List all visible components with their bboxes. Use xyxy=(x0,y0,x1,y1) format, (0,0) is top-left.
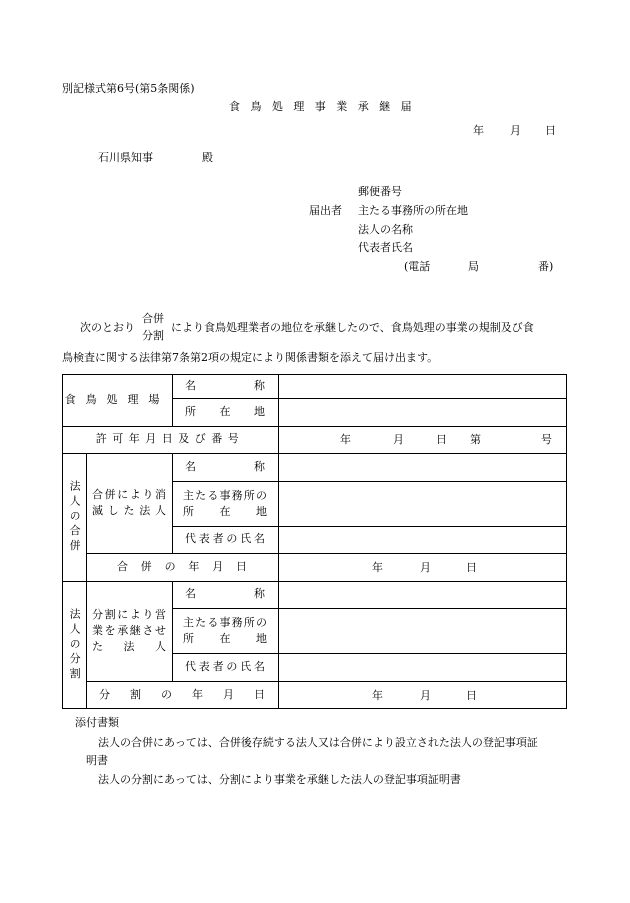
merger-section-label: 法人の合併 xyxy=(68,479,82,555)
merger-name-label: 名称 xyxy=(185,459,265,473)
date-year: 年 xyxy=(473,124,484,137)
permit-label: 許可年月日及び番号 xyxy=(95,432,245,446)
corporation-name-label: 法人の名称 xyxy=(358,223,413,236)
merger-representative-label: 代表者の氏名 xyxy=(185,532,265,546)
office-address-label: 主たる事務所の所在地 xyxy=(358,204,468,217)
date-month: 月 xyxy=(510,124,521,137)
addressee-honorific: 殿 xyxy=(202,151,213,164)
representative-name-label: 代表者氏名 xyxy=(358,241,413,254)
split-date-label: 分割の年月日 xyxy=(99,687,265,701)
split-section-label: 法人の分割 xyxy=(68,607,82,683)
merger-office-location-label: 主たる事務所の所在地 xyxy=(183,488,267,518)
split-name-label: 名称 xyxy=(185,587,265,601)
filer-label: 届出者 xyxy=(309,204,342,217)
merger-month: 月 xyxy=(420,561,431,574)
split-representative-label: 代表者の氏名 xyxy=(185,659,265,673)
postal-code-label: 郵便番号 xyxy=(358,185,402,198)
permit-month: 月 xyxy=(393,433,404,446)
split-year: 年 xyxy=(372,689,383,702)
permit-day: 日 xyxy=(436,433,447,446)
permit-year: 年 xyxy=(340,433,351,446)
form-number-label: 別記様式第6号(第5条関係) xyxy=(62,82,195,95)
facility-location-label: 所在地 xyxy=(185,404,265,418)
attachment-item1-line1: 法人の合併にあっては、合併後存続する法人又は合併により設立された法人の登記事項証 xyxy=(98,736,538,749)
choice-merger: 合併 xyxy=(142,312,164,325)
date-day: 日 xyxy=(545,124,556,137)
body-line2: 鳥検査に関する法律第7条第2項の規定により関係書類を添えて届け出ます。 xyxy=(62,351,439,364)
split-office-location-label: 主たる事務所の所在地 xyxy=(183,615,267,645)
attachments-heading: 添付書類 xyxy=(75,716,119,729)
permit-number-prefix: 第 xyxy=(470,433,481,446)
facility-name-label: 名称 xyxy=(185,378,265,392)
attachment-item1-line2: 明書 xyxy=(86,754,108,767)
merger-day: 日 xyxy=(466,561,477,574)
addressee-name: 石川県知事 xyxy=(98,151,153,164)
choice-split: 分割 xyxy=(142,329,164,342)
split-month: 月 xyxy=(420,689,431,702)
merged-corporation-label: 合併により消滅した法人 xyxy=(92,488,166,517)
permit-number-suffix: 号 xyxy=(541,433,552,446)
merger-date-label: 合併の年月日 xyxy=(117,559,247,573)
merger-year: 年 xyxy=(372,561,383,574)
phone-close: 番) xyxy=(538,260,554,273)
split-corporation-label: 分割により営業を承継させた法人 xyxy=(92,608,166,653)
phone-office: 局 xyxy=(468,260,479,273)
attachment-item2: 法人の分割にあっては、分割により事業を承継した法人の登記事項証明書 xyxy=(98,773,461,786)
body-line1: により食鳥処理業者の地位を承継したので、食鳥処理の事業の規制及び食 xyxy=(171,321,534,334)
body-prefix: 次のとおり xyxy=(80,321,135,334)
document-title: 食鳥処理事業承継届 xyxy=(229,100,423,113)
split-day: 日 xyxy=(466,689,477,702)
facility-label: 食鳥処理場 xyxy=(64,392,170,406)
phone-open: (電話 xyxy=(404,260,431,273)
